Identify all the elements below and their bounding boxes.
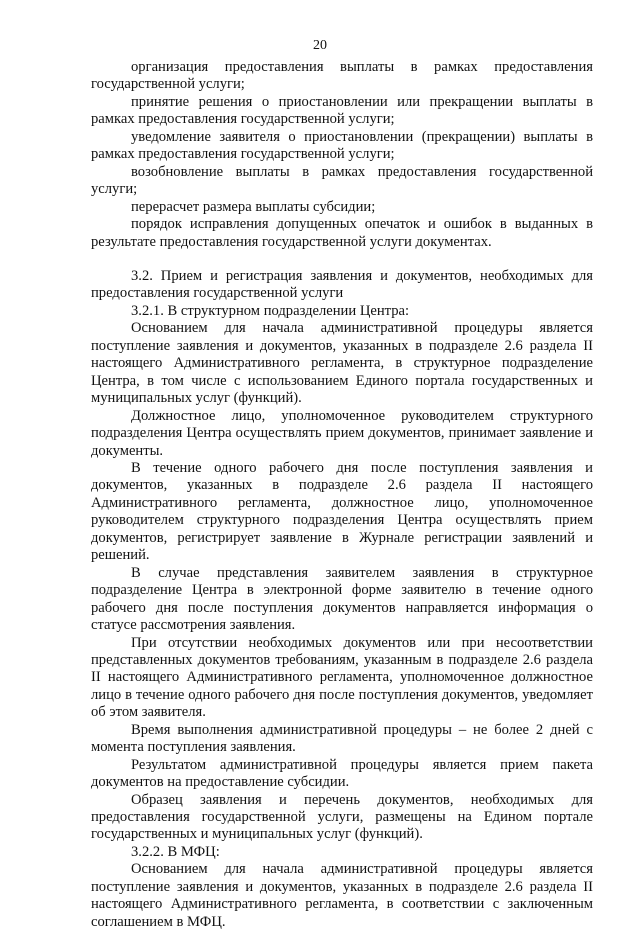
subsection-heading-3-2-2: 3.2.2. В МФЦ:: [131, 843, 220, 860]
paragraph-basis: Основанием для начала административной процедуры является поступление заявления и документов, указанных в подразделе 2.6 раздела II настоящего Административного регламента, в структурное подразделение Центра, в том числе с использованием Единого портала государственных и муниципальных услуг (функций).: [91, 320, 593, 407]
paragraph-missing-documents: При отсутствии необходимых документов или при несоответствии представленных документов требованиям, указанным в подразделе 2.6 раздела II настоящего Административного регламента, уполномоченное должностное лицо в течение одного рабочего дня после поступления документов, уведомляет об этом заявителя.: [91, 634, 593, 721]
paragraph-mfc-basis: Основанием для начала административной процедуры является поступление заявления и документов, указанных в подразделе 2.6 раздела II настоящего Административного регламента, в соответствии с заключенным соглашением в МФЦ.: [91, 861, 593, 930]
subsection-heading-3-2-1: 3.2.1. В структурном подразделении Центра:: [131, 302, 410, 319]
list-item-suspension-decision: принятие решения о приостановлении или прекращении выплаты в рамках предоставления государственной услуги;: [91, 93, 593, 128]
paragraph-gap: [91, 251, 593, 268]
page-number: 20: [313, 38, 327, 53]
list-item-recalculation: перерасчет размера выплаты субсидии;: [131, 198, 376, 215]
paragraph-duration: Время выполнения административной процедуры – не более 2 дней с момента поступления заявления.: [91, 721, 593, 756]
section-heading-3-2: 3.2. Прием и регистрация заявления и документов, необходимых для предоставления государственной услуги: [91, 267, 593, 302]
paragraph-electronic-form: В случае представления заявителем заявления в структурное подразделение Центра в электронной форме заявителю в течение одного рабочего дня после поступления документов направляется информация о статусе рассмотрения заявления.: [91, 564, 593, 634]
paragraph-registration: В течение одного рабочего дня после поступления заявления и документов, указанных в подразделе 2.6 раздела II настоящего Административного регламента, должностное лицо, уполномоченное руководителем структурного подразделения Центра осуществлять прием документов, регистрирует заявление в Журнале регистрации заявлений и решений.: [91, 459, 593, 564]
document-body: [91, 59, 593, 931]
list-item-applicant-notification: уведомление заявителя о приостановлении (прекращении) выплаты в рамках предоставления государственной услуги;: [91, 128, 593, 163]
list-item-organization: организация предоставления выплаты в рамках предоставления государственной услуги;: [91, 59, 593, 93]
list-item-resumption: возобновление выплаты в рамках предоставления государственной услуги;: [91, 163, 593, 198]
list-item-error-correction: порядок исправления допущенных опечаток и ошибок в выданных в результате предоставления государственной услуги документах.: [91, 216, 593, 250]
paragraph-official: Должностное лицо, уполномоченное руководителем структурного подразделения Центра осуществлять прием документов, принимает заявление и документы.: [91, 407, 593, 459]
paragraph-sample-form: Образец заявления и перечень документов, необходимых для предоставления государственной услуги, размещены на Едином портале государственных и муниципальных услуг (функций).: [91, 791, 593, 843]
paragraph-result: Результатом административной процедуры является прием пакета документов на предоставление субсидии.: [91, 756, 593, 791]
